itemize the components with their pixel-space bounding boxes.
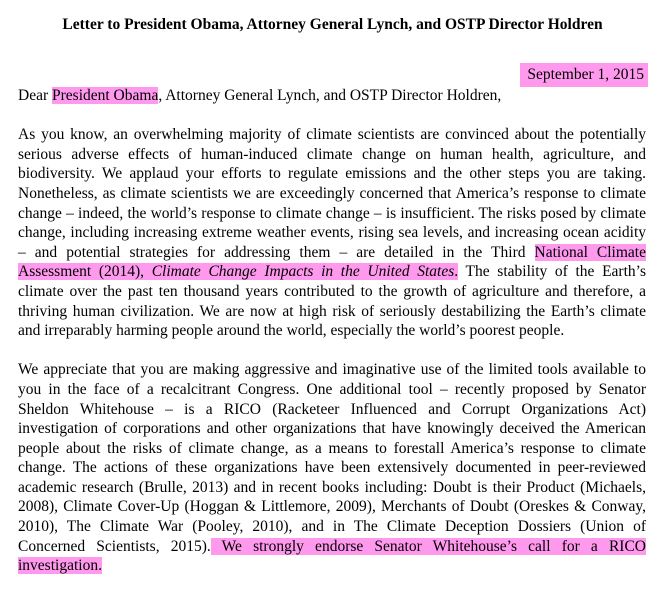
paragraph-1 — [18, 125, 646, 341]
greeting-rest: , Attorney General Lynch, and OSTP Director Holdren, — [158, 87, 502, 104]
paragraph-2 — [18, 360, 646, 576]
paragraph-1-text-a: As you know, an overwhelming majority of climate scientists are convinced about the potentially serious adverse effects of human-induced climate change on human health, agriculture, and biodiversity. We applaud your efforts to regulate emissions and the other steps you are taking. Nonetheless, as climate scientists we are exceedingly concerned that America’s response to climate change – indeed, the world’s response to climate change – is insufficient. The risks posed by climate change, including increasing extreme weather events, rising sea levels, and increasing ocean acidity – and potential strategies for addressing them – are detailed in the Third — [18, 126, 646, 261]
nca-highlight-end: . — [454, 263, 459, 281]
nca-highlight-plain: National Climate Assessment (2014), — [18, 243, 646, 281]
greeting-dear: Dear — [18, 87, 49, 104]
letter-title: Letter to President Obama, Attorney General Lynch, and OSTP Director Holdren — [62, 16, 603, 33]
paragraph-1-text-b: The stability of the Earth’s climate over the past ten thousand years contributed to the growth of agriculture and therefore, a thriving human civilization. We are now at high risk of seriously destabilizing the Earth’s climate and irreparably harming people around the world, especially the world’s poorest people. — [18, 263, 646, 340]
greeting — [18, 86, 646, 106]
letter-body — [18, 86, 646, 595]
paragraph-2-text-a: We appreciate that you are making aggressive and imaginative use of the limited tools available to you in the face of a recalcitrant Congress. One additional tool – recently proposed by Senator Sheldon Whitehouse – is a RICO (Racketeer Influenced and Corrupt Organizations Act) investigation of corporations and other organizations that have knowingly deceived the American people about the risks of climate change, as a means to forestall America’s response to climate change. The actions of these organizations have been extensively documented in peer-reviewed academic research (Brulle, 2013) and in recent books including: Doubt is their Product (Michaels, 2008), Climate Cover-Up (Hoggan & Littlemore, 2009), Merchants of Doubt (Oreskes & Conway, 2010), The Climate War (Pooley, 2010), and in The Climate Deception Dossiers (Union of Concerned Scientists, 2015). — [18, 361, 646, 555]
greeting-president-highlight: President Obama — [52, 87, 159, 104]
nca-highlight-italic: Climate Change Impacts in the United States — [151, 263, 455, 281]
rico-endorsement-highlight: We strongly endorse Senator Whitehouse’s call for a RICO investigation. — [18, 537, 646, 575]
letter-date: September 1, 2015 — [520, 63, 648, 87]
